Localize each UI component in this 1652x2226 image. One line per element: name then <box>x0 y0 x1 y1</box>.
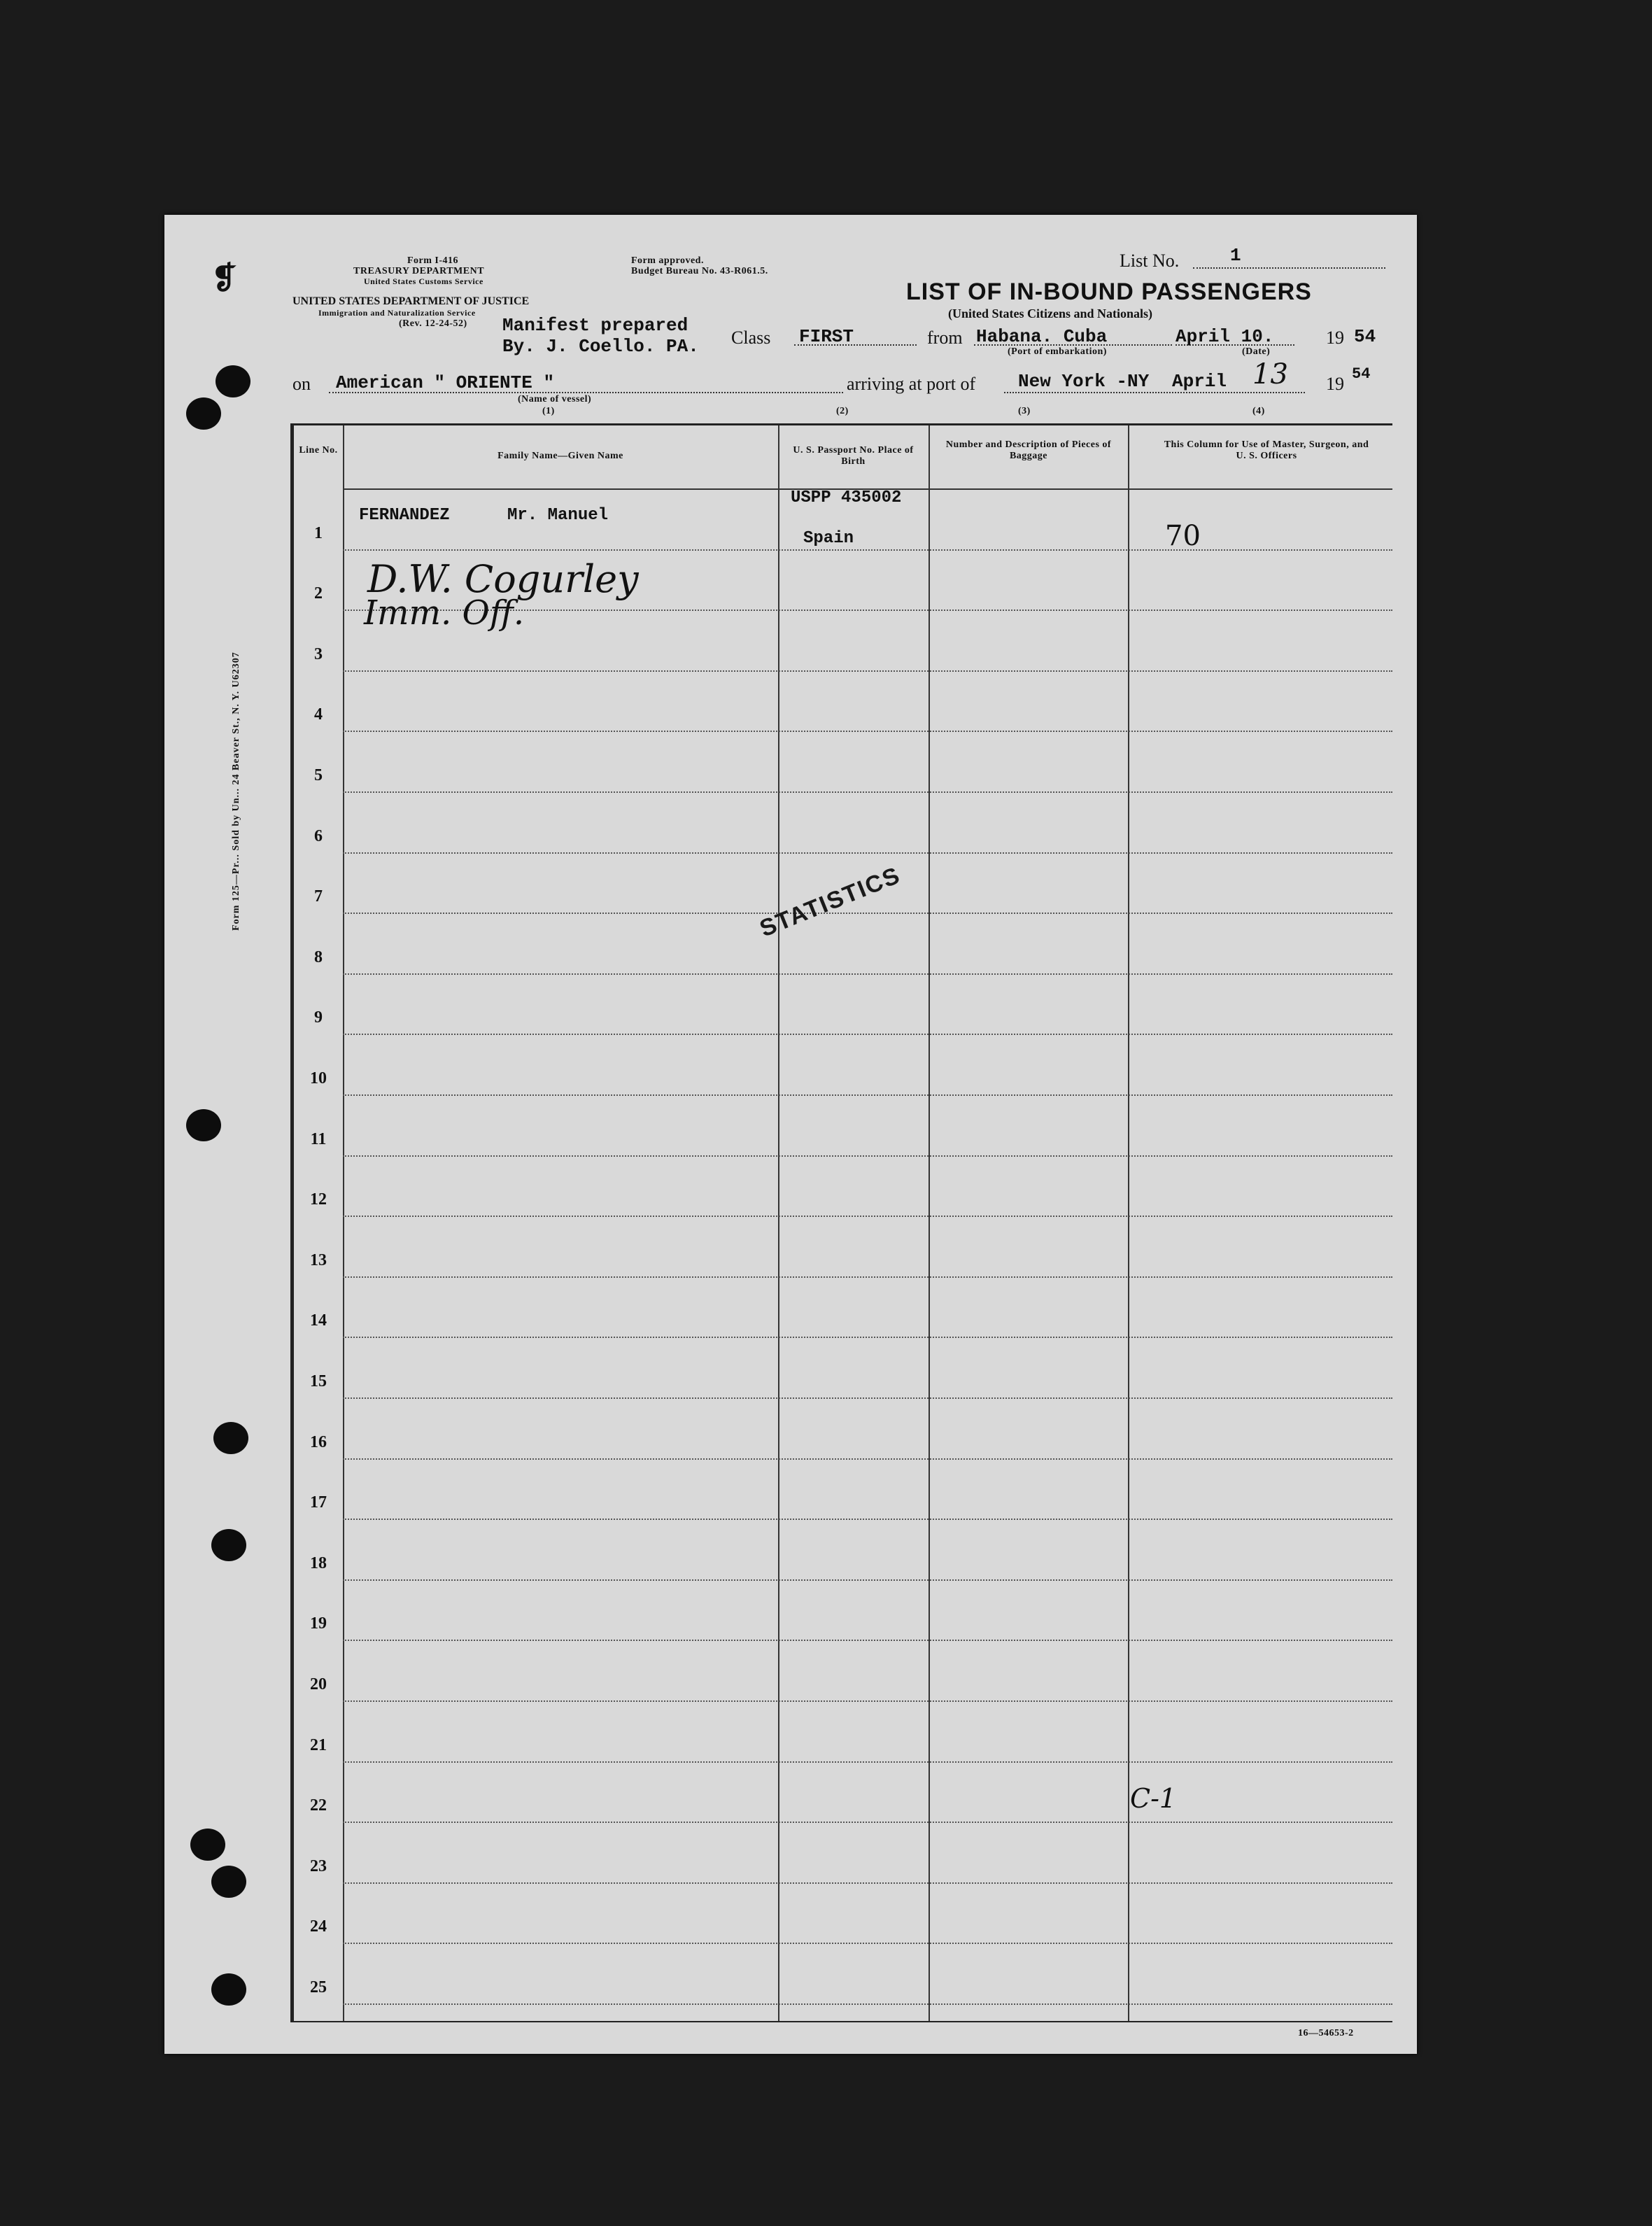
vessel-name: American " ORIENTE " <box>336 372 555 393</box>
vessel-caption: (Name of vessel) <box>518 394 592 404</box>
line-number: 2 <box>314 584 323 603</box>
arriving-label: arriving at port of <box>847 374 976 394</box>
line-number: 5 <box>314 766 323 784</box>
form-number: Form I-416 <box>407 255 459 266</box>
col-divider <box>1128 425 1129 2021</box>
line-number: 6 <box>314 826 323 845</box>
corner-mark: ❡ <box>211 261 237 295</box>
row-line <box>343 1519 1392 1520</box>
row-line <box>343 549 1392 551</box>
row-line <box>343 913 1392 914</box>
row-line <box>343 1640 1392 1641</box>
approved-note: Form approved. <box>631 255 704 266</box>
budget-bureau: Budget Bureau No. 43-R061.5. <box>631 266 768 276</box>
justice-dept: UNITED STATES DEPARTMENT OF JUSTICE <box>292 295 530 307</box>
binder-hole <box>213 1422 248 1454</box>
year-prefix-arrival: 19 <box>1326 374 1344 394</box>
row-line <box>343 1034 1392 1035</box>
row-line <box>343 1276 1392 1278</box>
line-number: 16 <box>310 1432 327 1451</box>
line-number: 15 <box>310 1372 327 1390</box>
port-embarkation-caption: (Port of embarkation) <box>1008 346 1107 357</box>
list-no-line <box>1193 267 1385 269</box>
row-line <box>343 1943 1392 1944</box>
family-name: FERNANDEZ <box>359 506 450 525</box>
row-line <box>343 1337 1392 1338</box>
line-number: 3 <box>314 644 323 663</box>
row-line <box>343 973 1392 975</box>
col-caption-4: (4) <box>1252 406 1265 416</box>
row-line <box>343 1822 1392 1823</box>
line-number: 19 <box>310 1614 327 1633</box>
binder-hole <box>186 397 221 430</box>
col-divider <box>778 425 779 2021</box>
line-number: 11 <box>310 1129 327 1148</box>
line-number: 1 <box>314 523 323 542</box>
prepared-line1: Manifest prepared <box>502 315 689 336</box>
col-divider <box>929 425 930 2021</box>
line-number: 9 <box>314 1008 323 1027</box>
header-name: Family Name—Given Name <box>497 451 623 461</box>
passport-number: USPP 435002 <box>791 488 902 507</box>
treasury-dept: TREASURY DEPARTMENT <box>353 266 485 276</box>
line-number: 24 <box>310 1917 327 1936</box>
row-line <box>343 1761 1392 1763</box>
arrival-line <box>1004 392 1305 393</box>
row-line <box>343 1155 1392 1157</box>
line-number: 7 <box>314 887 323 906</box>
line-number: 18 <box>310 1554 327 1572</box>
header-baggage: Number and Description of Pieces of Baggage <box>945 439 1112 461</box>
line-number: 14 <box>310 1311 327 1330</box>
year-arrival: 54 <box>1352 365 1371 383</box>
row-line <box>343 1700 1392 1702</box>
class-label: Class <box>731 327 771 348</box>
officer-mark: 70 <box>1165 520 1201 552</box>
date-departure: April 10. <box>1176 326 1274 347</box>
given-name: Mr. Manuel <box>507 506 609 525</box>
port-embarkation: Habana. Cuba <box>976 326 1108 347</box>
signature: D.W. Cogurley <box>367 557 639 601</box>
list-no-value: 1 <box>1230 245 1241 266</box>
binder-hole <box>216 365 250 397</box>
row-line <box>343 1094 1392 1096</box>
page-subtitle: (United States Citizens and Nationals) <box>948 307 1153 320</box>
row-line <box>343 1458 1392 1460</box>
ins-service: Immigration and Naturalization Service <box>318 308 476 318</box>
col-caption-1: (1) <box>542 406 555 416</box>
row-line <box>343 1397 1392 1399</box>
year-departure: 54 <box>1354 326 1376 347</box>
header-line-no: Line No. <box>299 445 338 456</box>
row-line <box>343 670 1392 672</box>
line-number: 25 <box>310 1978 327 1996</box>
row-line <box>343 1579 1392 1581</box>
line-number: 17 <box>310 1493 327 1512</box>
passenger-table <box>290 423 1392 2022</box>
prepared-line2: By. J. Coello. PA. <box>502 336 699 357</box>
binder-hole <box>211 1866 246 1898</box>
binder-hole <box>186 1109 221 1141</box>
class-value: FIRST <box>799 326 854 347</box>
margin-note: C-1 <box>1130 1783 1177 1814</box>
statistics-stamp: STATISTICS <box>756 861 905 943</box>
header-officers: This Column for Use of Master, Surgeon, and U. S. Officers <box>1164 439 1369 461</box>
row-line <box>343 852 1392 854</box>
line-number: 20 <box>310 1675 327 1693</box>
col-caption-2: (2) <box>836 406 849 416</box>
line-number: 10 <box>310 1069 327 1087</box>
from-label: from <box>927 327 963 348</box>
page-title: LIST OF IN-BOUND PASSENGERS <box>906 279 1312 305</box>
col-caption-3: (3) <box>1018 406 1031 416</box>
line-number: 23 <box>310 1857 327 1875</box>
customs-service: United States Customs Service <box>364 276 483 286</box>
line-number: 4 <box>314 705 323 724</box>
header-passport: U. S. Passport No. Place of Birth <box>793 445 914 467</box>
year-prefix: 19 <box>1326 327 1344 348</box>
row-line <box>343 1882 1392 1884</box>
footer-code: 16—54653-2 <box>1298 2028 1354 2038</box>
row-line <box>343 791 1392 793</box>
printer-side-note: Form 125—Pr... Sold by Un... 24 Beaver St., N. Y. U62307 <box>231 651 241 931</box>
port-arrival: New York -NY <box>1018 371 1150 392</box>
revision: (Rev. 12-24-52) <box>399 318 467 329</box>
arrival-day: 13 <box>1252 358 1288 390</box>
row-line <box>343 1216 1392 1217</box>
line-number: 12 <box>310 1190 327 1209</box>
line-number: 8 <box>314 948 323 966</box>
list-no-label: List No. <box>1120 251 1180 271</box>
line-number: 21 <box>310 1735 327 1754</box>
line-number: 13 <box>310 1251 327 1269</box>
arrival-month: April <box>1172 371 1227 392</box>
binder-hole <box>211 1529 246 1561</box>
row-line <box>343 2003 1392 2005</box>
line-number: 22 <box>310 1796 327 1815</box>
signature-title: Imm. Off. <box>364 593 525 633</box>
date-caption: (Date) <box>1242 346 1271 357</box>
row-line <box>343 731 1392 732</box>
birthplace: Spain <box>803 529 854 548</box>
on-label: on <box>292 374 311 394</box>
col-divider <box>343 425 344 2021</box>
binder-hole <box>211 1973 246 2006</box>
binder-hole <box>190 1829 225 1861</box>
